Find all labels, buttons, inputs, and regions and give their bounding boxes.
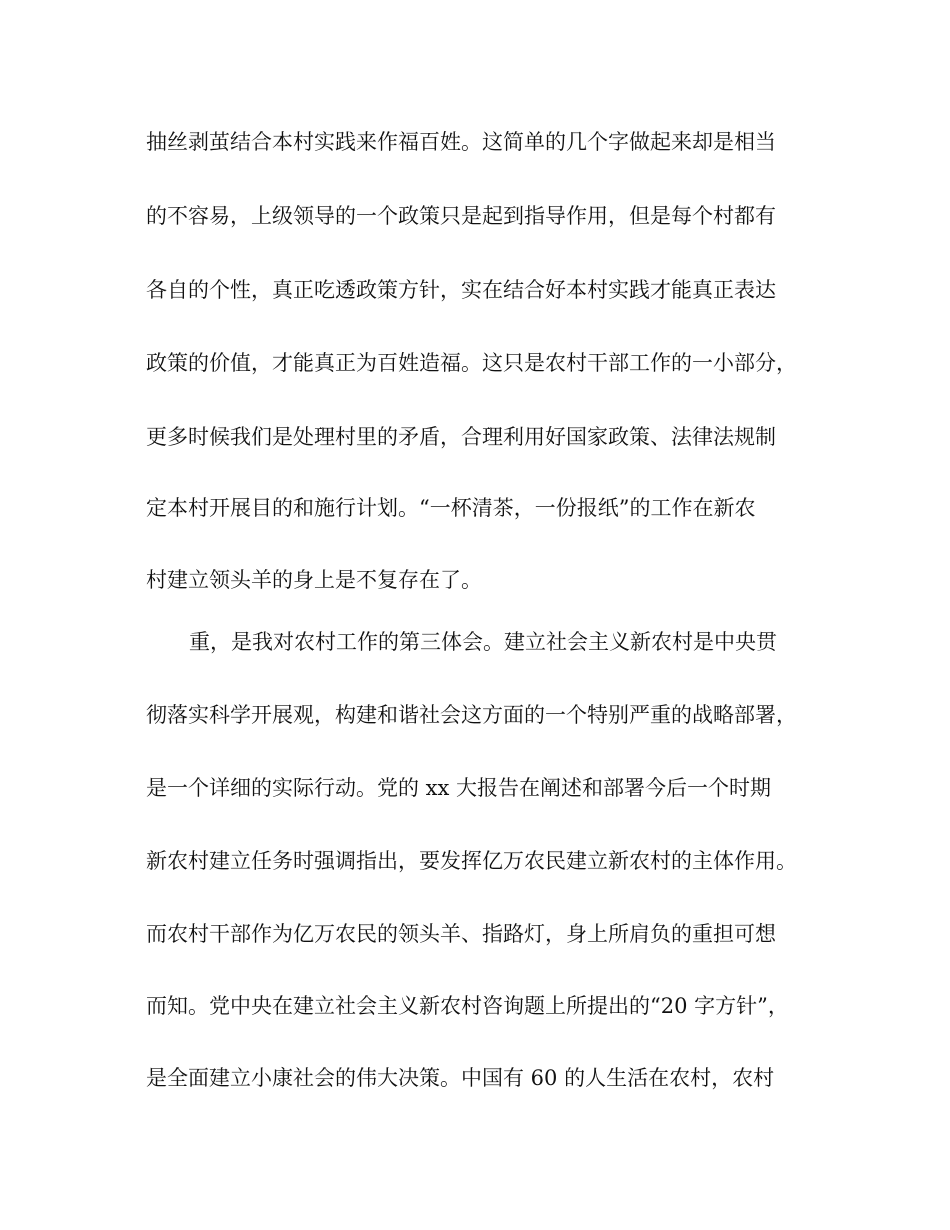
paragraph-line: 的不容易，上级领导的一个政策只是起到指导作用，但是每个村都有 xyxy=(146,204,776,228)
paragraph-line: 而知。党中央在建立社会主义新农村咨询题上所提出的“20 字方针”， xyxy=(146,994,789,1018)
paragraph-line: 是全面建立小康社会的伟大决策。中国有 60 的人生活在农村，农村 xyxy=(146,1066,775,1090)
paragraph-line: 更多时候我们是处理村里的矛盾，合理利用好国家政策、法律法规制 xyxy=(146,425,776,449)
paragraph-line: 新农村建立任务时强调指出，要发挥亿万农民建立新农村的主体作用。 xyxy=(146,849,797,873)
paragraph-line: 是一个详细的实际行动。党的 xx 大报告在阐述和部署今后一个时期 xyxy=(146,776,772,800)
paragraph-line-indented: 重，是我对农村工作的第三体会。建立社会主义新农村是中央贯 xyxy=(189,630,777,654)
paragraph-line: 定本村开展目的和施行计划。“一杯清茶，一份报纸”的工作在新农 xyxy=(146,496,756,520)
paragraph-line: 村建立领头羊的身上是不复存在了。 xyxy=(146,568,482,592)
paragraph-line: 政策的价值，才能真正为百姓造福。这只是农村干部工作的一小部分， xyxy=(146,351,797,375)
paragraph-line: 抽丝剥茧结合本村实践来作福百姓。这简单的几个字做起来却是相当 xyxy=(146,130,776,154)
paragraph-line: 彻落实科学开展观，构建和谐社会这方面的一个特别严重的战略部署， xyxy=(146,703,797,727)
paragraph-line: 各自的个性，真正吃透政策方针，实在结合好本村实践才能真正表达 xyxy=(146,278,776,302)
paragraph-line: 而农村干部作为亿万农民的领头羊、指路灯，身上所肩负的重担可想 xyxy=(146,922,776,946)
